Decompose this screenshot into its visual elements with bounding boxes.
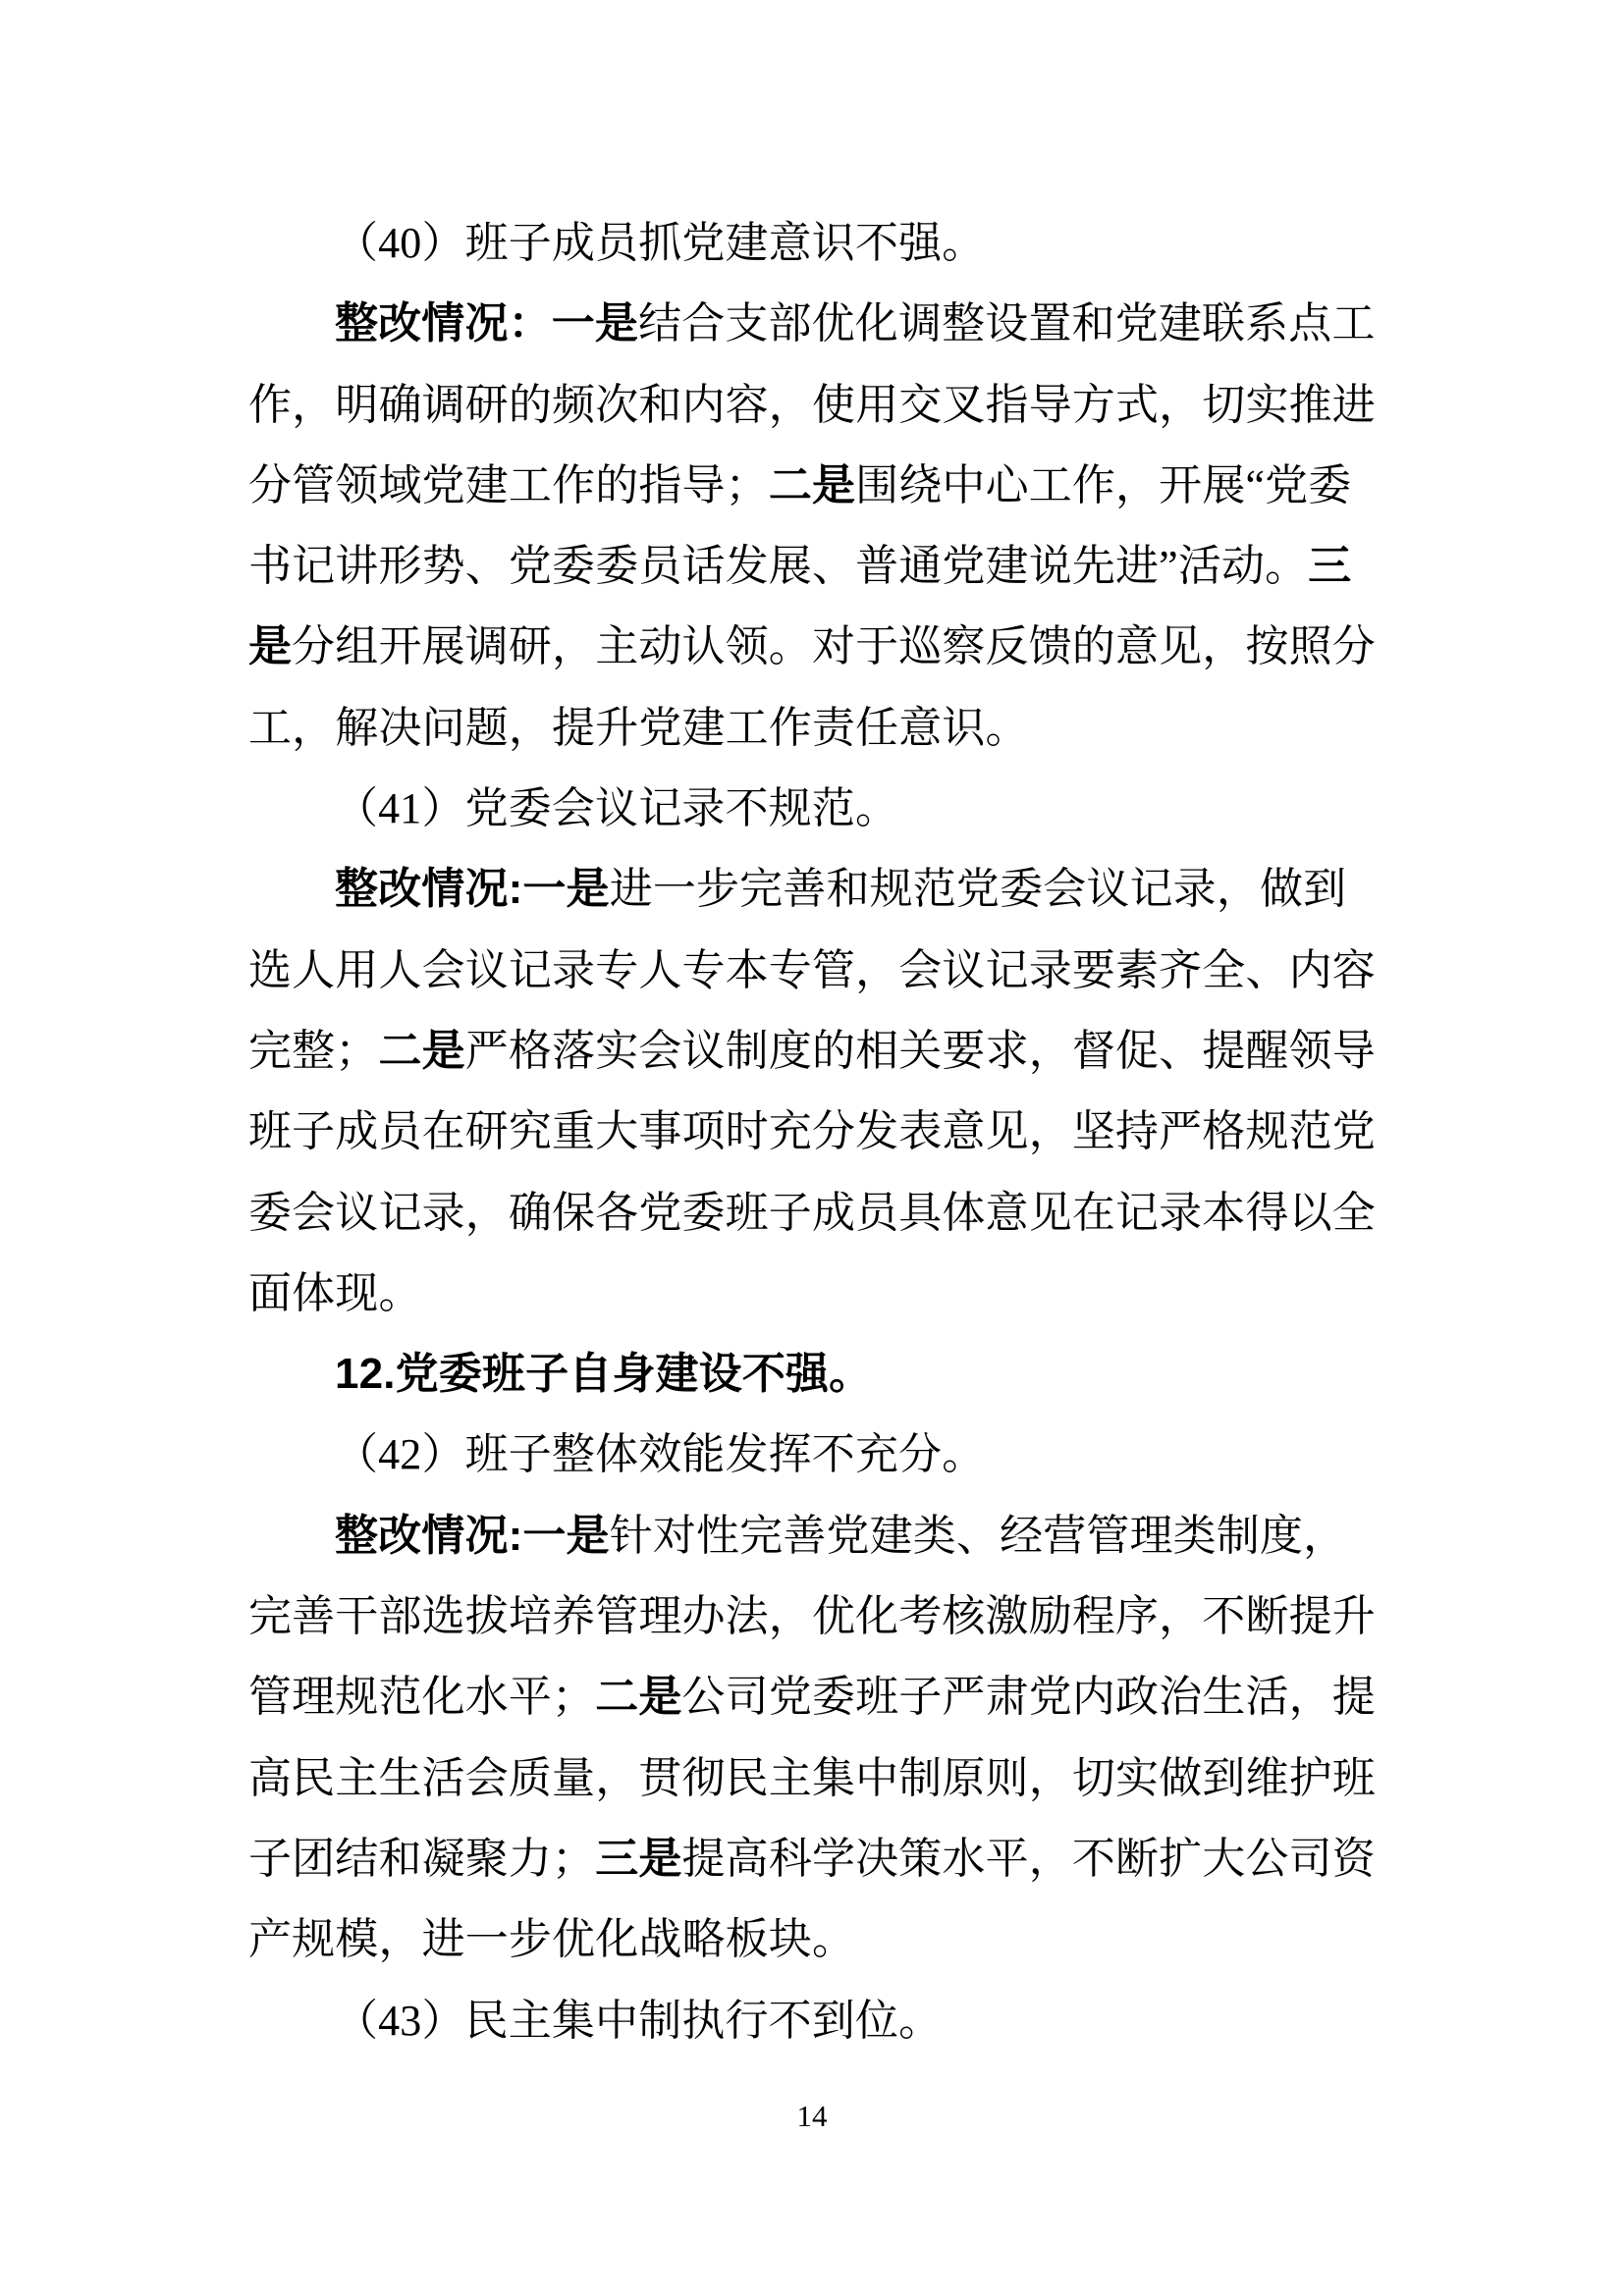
body-text: （40）班子成员抓党建意识不强。 — [335, 219, 986, 267]
emphasis-text: 二是 — [595, 1673, 682, 1722]
text-line — [248, 1415, 1376, 1495]
text-line — [248, 1254, 1376, 1334]
body-text: 选人用人会议记录专人专本专管，会议记录要素齐全、内容 — [248, 945, 1376, 994]
emphasis-text: 三是 — [595, 1834, 682, 1883]
text-line — [248, 526, 1376, 607]
paragraph — [248, 1334, 1376, 1415]
body-text: （42）班子整体效能发挥不充分。 — [335, 1430, 986, 1479]
text-line — [248, 284, 1376, 364]
emphasis-text: 整改情况: — [335, 865, 523, 914]
body-text: 作，明确调研的频次和内容，使用交叉指导方式，切实推进 — [248, 380, 1376, 429]
text-line — [248, 1334, 1376, 1415]
body-text: 公司党委班子严肃党内政治生活，提 — [681, 1673, 1376, 1722]
emphasis-text: 一是 — [522, 1511, 610, 1560]
body-text: 工，解决问题，提升党建工作责任意识。 — [248, 703, 1029, 752]
body-text: 提高科学决策水平，不断扩大公司资 — [681, 1834, 1376, 1883]
body-text: 产规模，进一步优化战略板块。 — [248, 1915, 856, 1964]
text-line — [248, 931, 1376, 1011]
body-text: 面体现。 — [248, 1268, 422, 1317]
paragraph — [248, 284, 1376, 769]
paragraph — [248, 1496, 1376, 1981]
paragraph — [248, 849, 1376, 1334]
text-line — [248, 849, 1376, 930]
text-line — [248, 1981, 1376, 2061]
emphasis-text: 12.党委班子自身建设不强。 — [335, 1350, 873, 1399]
text-line — [248, 1496, 1376, 1576]
emphasis-text: 是 — [248, 622, 293, 671]
text-line — [248, 607, 1376, 687]
body-text: 子团结和凝聚力； — [248, 1834, 596, 1883]
body-text: （43）民主集中制执行不到位。 — [335, 1996, 943, 2045]
body-text: 结合支部优化调整设置和党建联系点工 — [638, 299, 1376, 348]
emphasis-text: 二是 — [768, 460, 856, 509]
body-text: 分管领域党建工作的指导； — [248, 460, 769, 509]
text-line — [248, 1576, 1376, 1657]
emphasis-text: 整改情况： — [335, 299, 552, 348]
text-line — [248, 1899, 1376, 1980]
text-line — [248, 769, 1376, 849]
emphasis-text: 一是 — [522, 865, 610, 914]
text-line — [248, 1011, 1376, 1092]
emphasis-text: 一是 — [551, 299, 639, 348]
paragraph — [248, 203, 1376, 284]
body-text: 分组开展调研，主动认领。对于巡察反馈的意见，按照分 — [292, 622, 1376, 671]
emphasis-text: 二是 — [378, 1026, 465, 1075]
text-line — [248, 1738, 1376, 1819]
body-text: 高民主生活会质量，贯彻民主集中制原则，切实做到维护班 — [248, 1753, 1376, 1802]
body-text: 管理规范化水平； — [248, 1673, 596, 1722]
text-line — [248, 365, 1376, 446]
text-line — [248, 1173, 1376, 1254]
text-line — [248, 1092, 1376, 1172]
body-text: 完善干部选拔培养管理办法，优化考核激励程序，不断提升 — [248, 1592, 1376, 1641]
body-text: 班子成员在研究重大事项时充分发表意见，坚持严格规范党 — [248, 1107, 1376, 1156]
document-body — [248, 203, 1376, 2061]
text-line — [248, 688, 1376, 769]
page-number: 14 — [796, 2099, 828, 2133]
text-line — [248, 203, 1376, 284]
text-line — [248, 1657, 1376, 1737]
paragraph — [248, 1415, 1376, 1495]
paragraph — [248, 1981, 1376, 2061]
body-text: 围绕中心工作，开展“党委 — [855, 460, 1352, 509]
body-text: 针对性完善党建类、经营管理类制度， — [609, 1511, 1347, 1560]
text-line — [248, 1819, 1376, 1899]
paragraph — [248, 769, 1376, 849]
text-line — [248, 446, 1376, 526]
emphasis-text: 整改情况: — [335, 1511, 523, 1560]
body-text: 书记讲形势、党委委员话发展、普通党建说先进”活动。 — [248, 542, 1309, 591]
body-text: （41）党委会议记录不规范。 — [335, 784, 899, 833]
body-text: 完整； — [248, 1026, 379, 1075]
body-text: 委会议记录，确保各党委班子成员具体意见在记录本得以全 — [248, 1188, 1376, 1237]
body-text: 严格落实会议制度的相关要求，督促、提醒领导 — [464, 1026, 1376, 1075]
emphasis-text: 三 — [1308, 542, 1352, 591]
body-text: 进一步完善和规范党委会议记录，做到 — [609, 865, 1347, 914]
